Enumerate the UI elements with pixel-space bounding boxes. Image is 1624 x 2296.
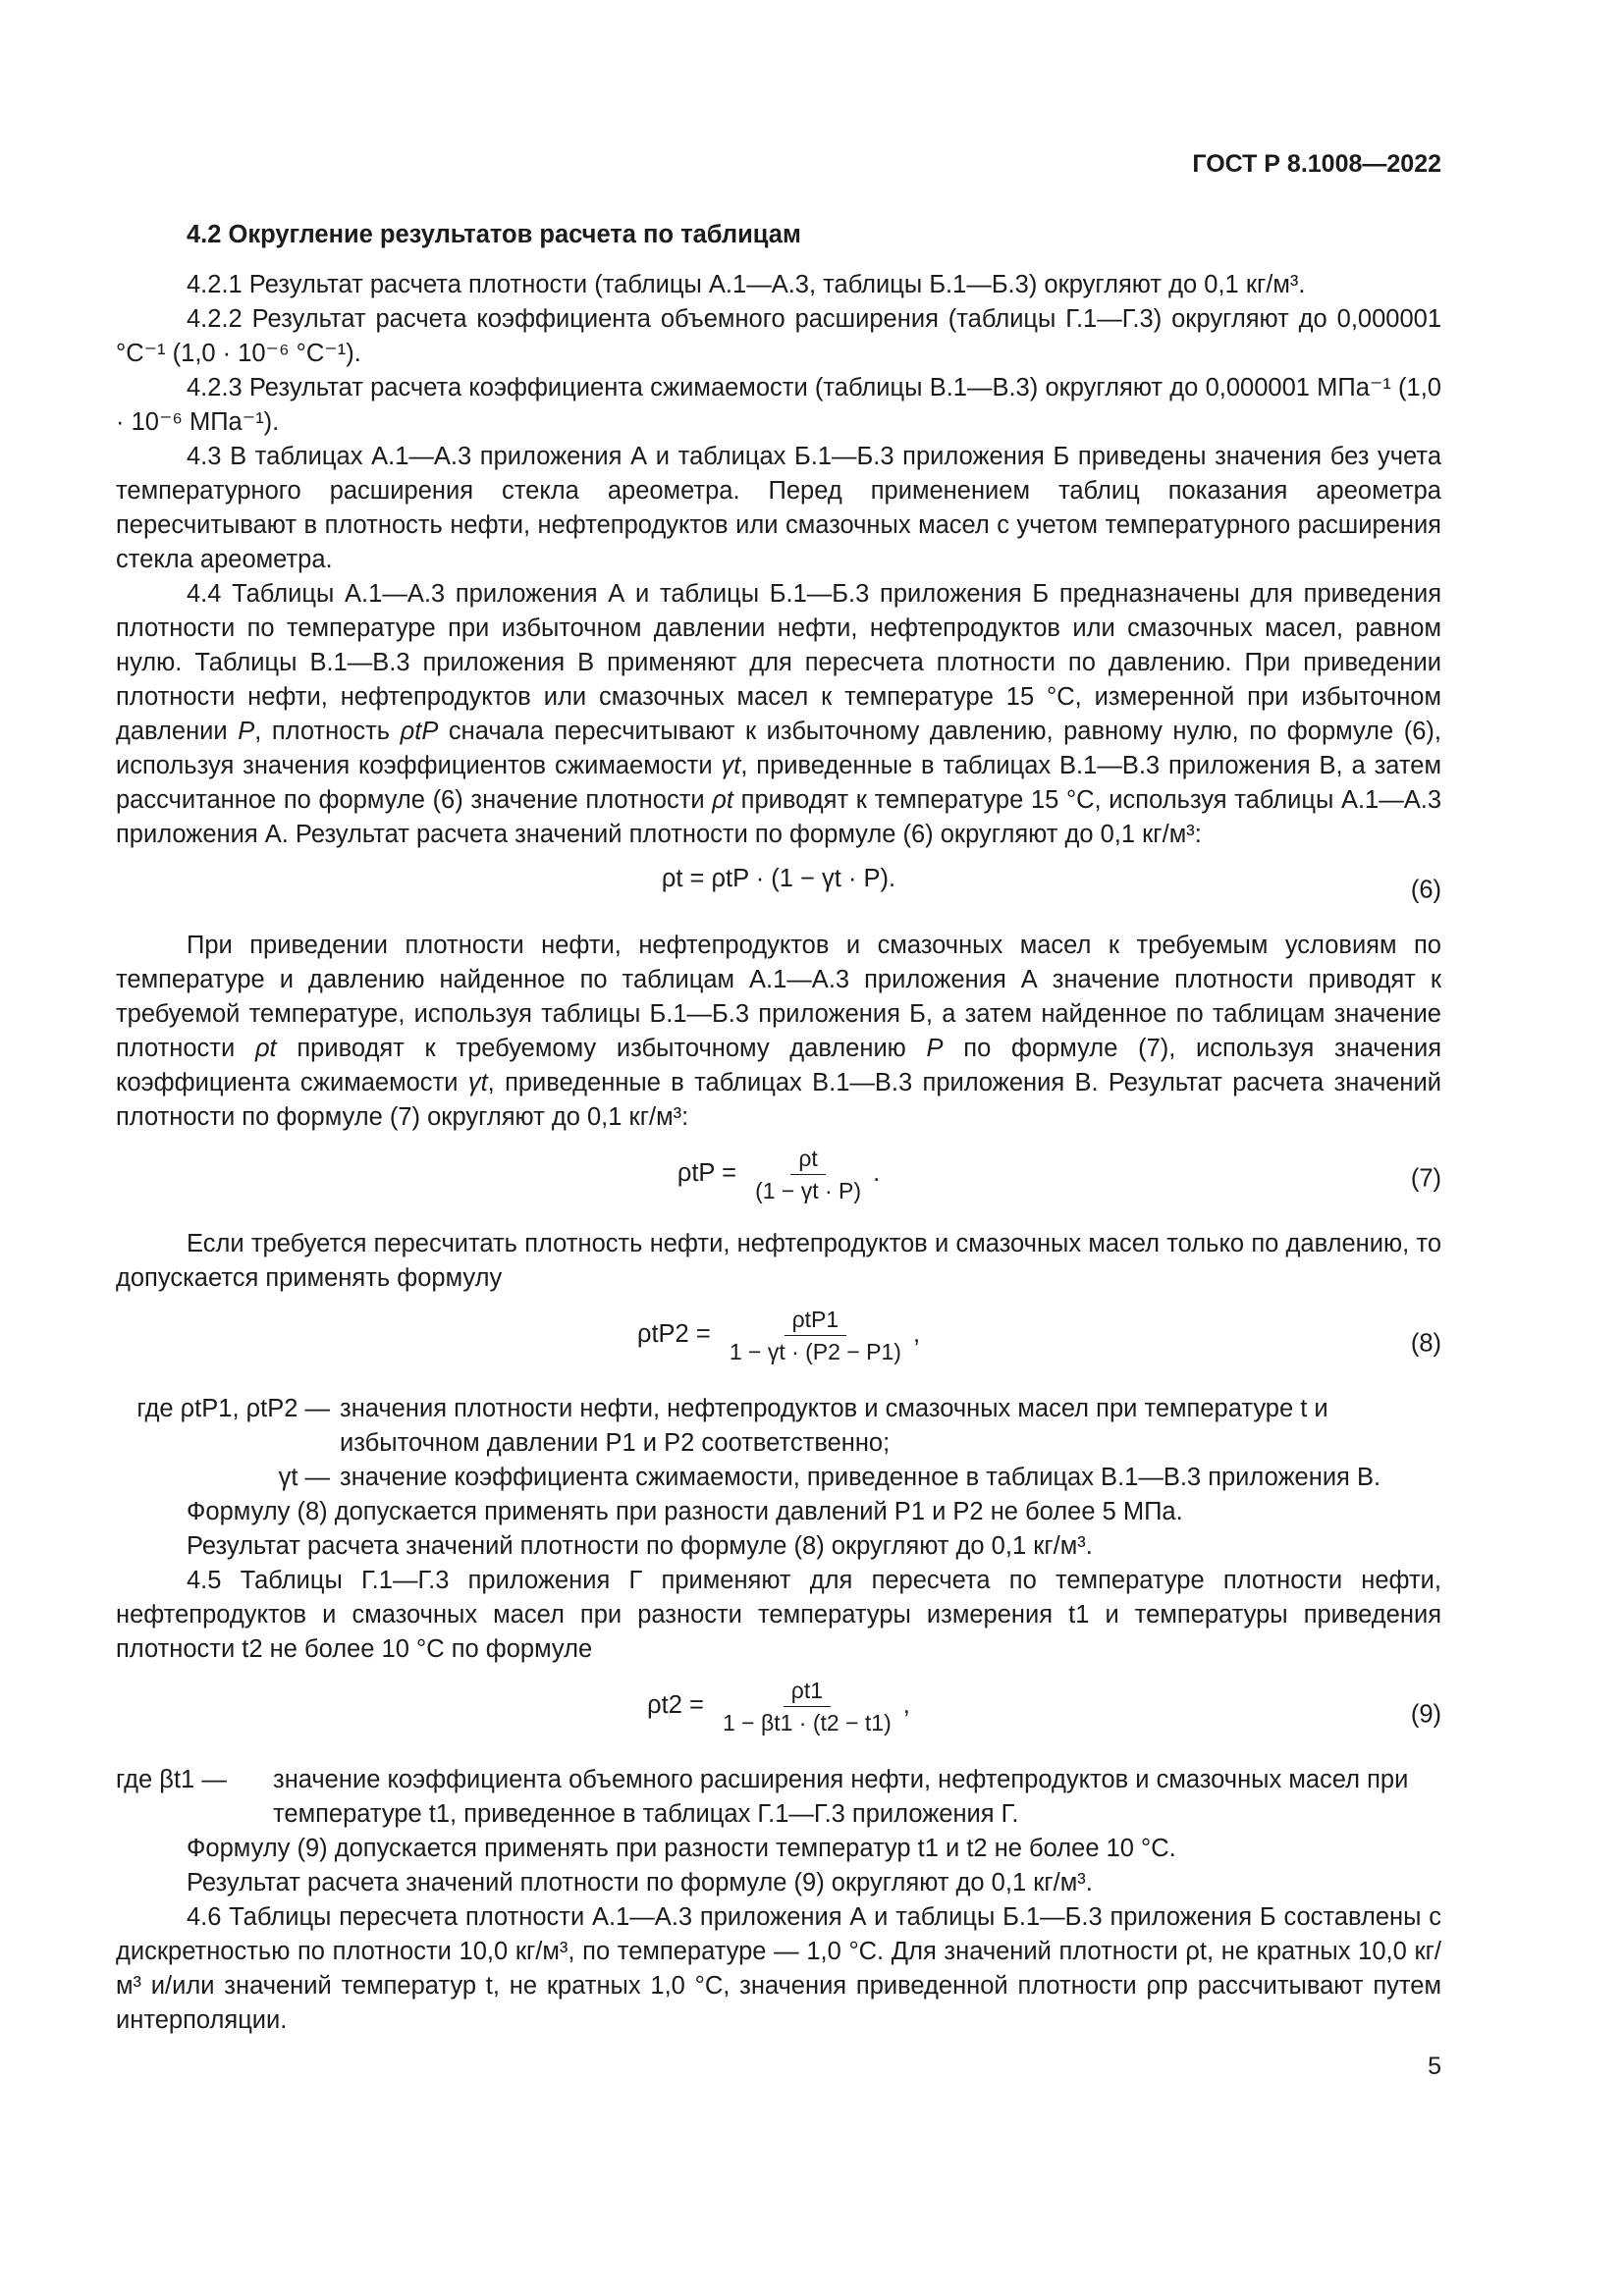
legend-text-gamma: значение коэффициента сжимаемости, приведенное в таблицах В.1—В.3 приложения В.	[340, 1464, 1381, 1491]
formula-8: ρtP2 = $\frac{\text{ρtP1}}{1 - \gamma t \cdot (P2 - P1)}$ , (8)	[636, 1307, 1441, 1364]
symbol-p: P	[238, 718, 255, 745]
paragraph-4-5: 4.5 Таблицы Г.1—Г.3 приложения Г применяют для пересчета по температуре плотности нефти, нефтепродуктов и смазочных масел при разности температуры измерения t1 и температуры приведения плотности t2 не более 10 °С по формуле	[116, 1567, 1441, 1663]
formula-8-lhs: ρtP2 =	[636, 1320, 711, 1349]
formula-8-denominator: 1 − γt · (P2 − P1)	[729, 1339, 901, 1364]
formula-7-lhs: ρtP =	[677, 1159, 736, 1188]
paragraph-4-2-3: 4.2.3 Результат расчета коэффициента сжимаемости (таблицы В.1—В.3) округляют до 0,000001 МПа⁻¹ (1,0 · 10⁻⁶ МПа⁻¹).	[116, 374, 1441, 436]
formula-7-numerator: ρt	[790, 1145, 825, 1175]
formula-8-legend	[116, 1392, 1441, 1495]
legend-text-rho: значения плотности нефти, нефтепродуктов и смазочных масел при температуре t и избыточном давлении P1 и P2 соответственно;	[340, 1395, 1328, 1457]
paragraph-4-2-2: 4.2.2 Результат расчета коэффициента объемного расширения (таблицы Г.1—Г.3) округляют до 0,000001 °С⁻¹ (1,0 · 10⁻⁶ °С⁻¹).	[116, 305, 1441, 367]
symbol-gamma-t: γt	[721, 752, 741, 779]
formula-9-fraction	[715, 1677, 899, 1736]
formula-9-denominator: 1 − βt1 · (t2 − t1)	[723, 1710, 892, 1735]
legend-label-gamma: γt —	[278, 1464, 330, 1491]
paragraph-after-formula-7: Если требуется пересчитать плотность нефти, нефтепродуктов и смазочных масел только по давлению, то допускается применять формулу	[116, 1230, 1441, 1292]
paragraph-4-3: 4.3 В таблицах А.1—А.3 приложения А и таблицах Б.1—Б.3 приложения Б приведены значения без учета температурного расширения стекла ареометра. Перед применением таблиц показания ареометра пересчитывают в плотность нефти, нефтепродуктов или смазочных масел с учетом температурного расширения стекла ареометра.	[116, 443, 1441, 573]
document-header: ГОСТ Р 8.1008—2022	[1192, 150, 1441, 178]
legend-label-rho: где ρtP1, ρtP2 —	[136, 1395, 330, 1422]
symbol-rho-tp: ρtP	[400, 718, 439, 745]
formula-9-legend	[116, 1763, 1441, 1832]
formula-8-numerator: ρtP1	[785, 1306, 847, 1336]
paragraph-formula-8-usage: Формулу (8) допускается применять при разности давлений P1 и P2 не более 5 МПа.	[187, 1498, 1183, 1525]
formula-7-denominator: (1 − γt · P)	[755, 1178, 862, 1203]
legend-text-beta: значение коэффициента объемного расширения нефти, нефтепродуктов и смазочных масел при температуре t1, приведенное в таблицах Г.1—Г.3 приложения Г.	[273, 1766, 1409, 1828]
paragraph-formula-9-usage: Формулу (9) допускается применять при разности температур t1 и t2 не более 10 °С.	[187, 1835, 1176, 1862]
formula-6-number: (6)	[1410, 876, 1441, 904]
symbol-rho-t: ρt	[712, 786, 733, 814]
formula-7-number: (7)	[1410, 1164, 1441, 1193]
paragraph-after-formula-6: При приведении плотности нефти, нефтепродуктов и смазочных масел к требуемым условиям по температуре и давлению найденное по таблицам А.1—А.3 приложения А значение плотности приводят к требуемой температуре, используя таблицы Б.1—Б.3 приложения Б, а затем найденное по таблицам значение плотности ρt приводят к требуемому избыточному давлению P по формуле (7), используя значения коэффициента сжимаемости γt, приведенные в таблицах В.1—В.3 приложения В. Результат расчета значений плотности по формуле (7) округляют до 0,1 кг/м³:	[116, 932, 1442, 1131]
formula-6	[116, 862, 1441, 919]
formula-9-lhs: ρt2 =	[647, 1691, 704, 1720]
legend-label-beta: где βt1 —	[116, 1766, 227, 1793]
formula-9-numerator: ρt1	[784, 1677, 831, 1707]
formula-6-expression: ρt = ρtP · (1 − γt · P).	[661, 865, 896, 892]
paragraph-formula-9-rounding: Результат расчета значений плотности по формуле (9) округляют до 0,1 кг/м³.	[187, 1869, 1093, 1896]
formula-7: ρtP = $\frac{\rho t}{(1 - \gamma t \cdot P)}$ . (7)	[677, 1146, 1441, 1203]
formula-7-fraction	[747, 1145, 869, 1204]
paragraph-4-4: 4.4 Таблицы А.1—А.3 приложения А и таблицы Б.1—Б.3 приложения Б предназначены для приведения плотности по температуре при избыточном давлении нефти, нефтепродуктов или смазочных масел, равном нулю. Таблицы В.1—В.3 приложения В применяют для пересчета плотности по давлению. При приведении плотности нефти, нефтепродуктов или смазочных масел к температуре 15 °С, измеренной при избыточном давлении P, плотность ρtP сначала пересчитывают к избыточному давлению, равному нулю, по формуле (6), используя значения коэффициентов сжимаемости γt, приведенные в таблицах В.1—В.3 приложения В, а затем рассчитанное по формуле (6) значение плотности ρt приводят к температуре 15 °С, используя таблицы А.1—А.3 приложения А. Результат расчета значений плотности по формуле (6) округляют до 0,1 кг/м³:	[116, 580, 1441, 848]
page-body	[116, 218, 1441, 2038]
formula-8-fraction	[722, 1306, 909, 1365]
paragraph-4-6: 4.6 Таблицы пересчета плотности А.1—А.3 приложения А и таблицы Б.1—Б.3 приложения Б составлены с дискретностью по плотности 10,0 кг/м³, по температуре — 1,0 °С. Для значений плотности ρt, не кратных 10,0 кг/м³ и/или значений температур t, не кратных 1,0 °С, значения приведенной плотности ρпр рассчитывают путем интерполяции.	[116, 1903, 1441, 2034]
section-heading: 4.2 Округление результатов расчета по таблицам	[187, 221, 801, 248]
page-number: 5	[1428, 2053, 1441, 2080]
formula-8-number: (8)	[1410, 1329, 1441, 1358]
formula-9: ρt2 = $\frac{\rho t1}{1 - \beta t1 \cdot (t2 - t1)}$ , (9)	[647, 1678, 1441, 1735]
paragraph-formula-8-rounding: Результат расчета значений плотности по формуле (8) округляют до 0,1 кг/м³.	[187, 1532, 1093, 1560]
formula-9-number: (9)	[1410, 1700, 1441, 1729]
paragraph-4-2-1: 4.2.1 Результат расчета плотности (таблицы А.1—А.3, таблицы Б.1—Б.3) округляют до 0,1 кг/м³.	[187, 271, 1306, 298]
